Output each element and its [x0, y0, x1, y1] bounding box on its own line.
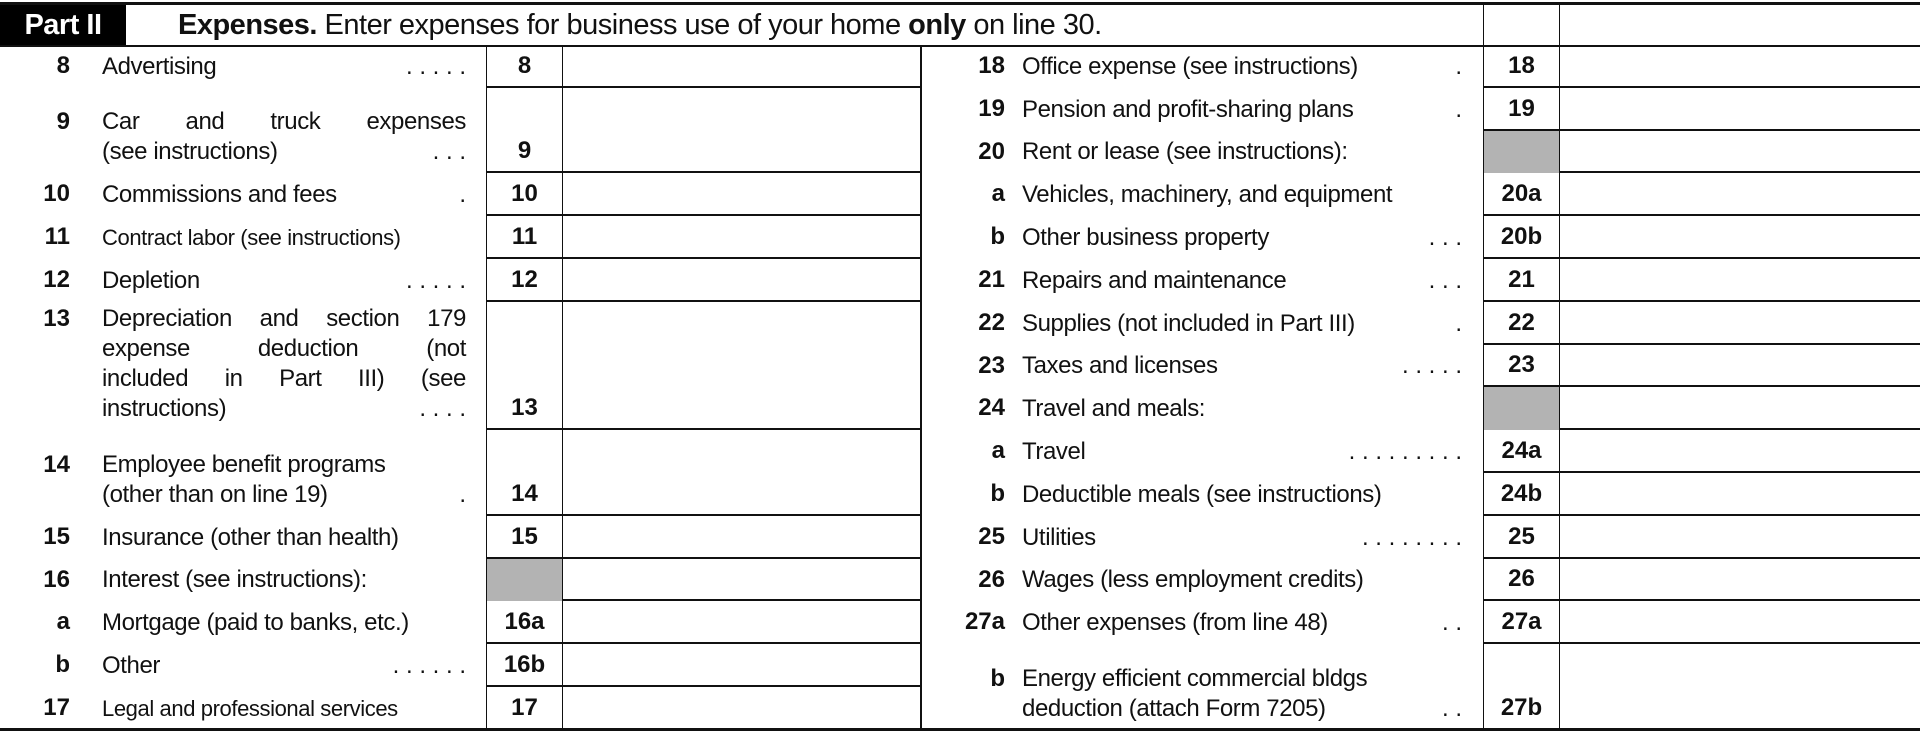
- line-box-20b: [1483, 216, 1559, 259]
- line-number: 22: [978, 308, 1005, 336]
- dot-leader: . . . . .: [1401, 352, 1462, 380]
- label-text: Repairs and maintenance: [1022, 266, 1287, 294]
- column-divider: [920, 45, 922, 730]
- amount-field-24[interactable]: [1559, 387, 1920, 430]
- label-text: Wages (less employment credits): [1022, 566, 1364, 594]
- label-text: Taxes and licenses: [1022, 352, 1218, 380]
- label-text: Office expense (see instructions): [1022, 52, 1358, 80]
- bottom-rule: [0, 728, 1920, 731]
- amount-field-17[interactable]: [562, 687, 920, 730]
- label-text: Advertising: [102, 52, 217, 80]
- line-box-16b: [486, 644, 562, 687]
- amount-field-22[interactable]: [1559, 302, 1920, 345]
- label-text: Contract labor (see instructions): [102, 225, 401, 250]
- line-label: [102, 266, 466, 296]
- line-label: [102, 304, 466, 424]
- line-label: [1022, 480, 1462, 510]
- line-number: a: [991, 437, 1005, 465]
- dot-leader: . . .: [432, 138, 466, 166]
- line-box-18: [1483, 45, 1559, 88]
- title-emph: only: [908, 9, 966, 41]
- amount-field-27a[interactable]: [1559, 601, 1920, 644]
- line-label: [102, 450, 466, 510]
- line-label: [1022, 223, 1462, 253]
- dot-leader: .: [1455, 95, 1462, 123]
- box-number: 20b: [1500, 222, 1543, 250]
- amount-field-12[interactable]: [562, 259, 920, 302]
- line-label: [1022, 664, 1462, 724]
- label-line: [1022, 565, 1462, 595]
- line-number: 17: [43, 694, 70, 721]
- amount-field-18[interactable]: [1559, 45, 1920, 88]
- box-number: 27b: [1500, 693, 1543, 721]
- dot-leader: . . . . . . . .: [1361, 523, 1462, 551]
- line-number: 24: [978, 394, 1005, 422]
- dot-leader: . . . .: [419, 394, 466, 422]
- title-bold: Expenses.: [178, 9, 317, 41]
- dot-leader: .: [459, 480, 466, 508]
- label-line: [102, 694, 466, 724]
- line-label: [1022, 137, 1462, 167]
- label-text: Employee benefit programs: [102, 450, 386, 478]
- line-label: [1022, 523, 1462, 553]
- label-text: Commissions and fees: [102, 181, 337, 209]
- box-number: 25: [1508, 522, 1535, 550]
- line-number: 12: [43, 266, 70, 293]
- dot-leader: . .: [1441, 609, 1462, 637]
- label-line: [102, 523, 466, 553]
- box-number: 22: [1508, 308, 1535, 336]
- box-number: 26: [1508, 565, 1535, 593]
- line-label: [1022, 608, 1462, 638]
- box-number: 16b: [503, 650, 546, 678]
- line-box-23: [1483, 345, 1559, 388]
- amount-field-20b[interactable]: [1559, 216, 1920, 259]
- label-line: [102, 334, 466, 364]
- part-header: [0, 5, 1920, 47]
- amount-field-11[interactable]: [562, 216, 920, 259]
- line-box-10: [486, 173, 562, 216]
- amount-field-16a[interactable]: [562, 601, 920, 644]
- line-label: [102, 180, 466, 210]
- label-line: [102, 180, 466, 210]
- line-box-8: [486, 45, 562, 88]
- label-text: Deductible meals (see instructions): [1022, 480, 1382, 508]
- dot-leader: . . . . . .: [392, 652, 466, 679]
- label-text: deduction (attach Form 7205): [1022, 694, 1326, 722]
- box-number: 18: [1508, 51, 1535, 79]
- label-line: [102, 565, 466, 595]
- line-box-25: [1483, 516, 1559, 559]
- dot-leader: . . . . .: [405, 266, 466, 294]
- box-number: 11: [511, 222, 538, 250]
- label-line: [102, 394, 466, 424]
- box-number: 21: [1508, 265, 1535, 293]
- line-label: [1022, 351, 1462, 381]
- label-text: Car and truck expenses: [102, 108, 466, 136]
- line-label: [1022, 394, 1462, 424]
- dot-leader: . . . . .: [405, 52, 466, 80]
- box-number: 20a: [1501, 180, 1542, 208]
- title-end: on line 30.: [965, 9, 1102, 41]
- amount-field-26[interactable]: [1559, 559, 1920, 602]
- label-line: [1022, 664, 1462, 694]
- label-text: Other expenses (from line 48): [1022, 609, 1328, 637]
- line-label: [1022, 52, 1462, 82]
- box-number: 12: [511, 265, 538, 293]
- dot-leader: . . . . . . . . .: [1348, 438, 1462, 465]
- label-line: [1022, 437, 1462, 467]
- line-box-11: [486, 216, 562, 259]
- label-text: Depreciation and section 179: [102, 304, 466, 332]
- amount-field-20[interactable]: [1559, 131, 1920, 174]
- amount-field-24a[interactable]: [1559, 430, 1920, 473]
- line-box-14: [486, 430, 562, 516]
- line-box-27a: [1483, 601, 1559, 644]
- label-line: [1022, 480, 1462, 510]
- label-text: Insurance (other than health): [102, 523, 399, 551]
- label-text: Travel: [1022, 438, 1086, 465]
- part-title: [178, 5, 1102, 45]
- line-box-21: [1483, 259, 1559, 302]
- label-line: [102, 137, 466, 167]
- line-label: [102, 608, 466, 638]
- dot-leader: .: [1455, 309, 1462, 337]
- line-label: [102, 223, 466, 253]
- box-number: 10: [511, 180, 538, 208]
- line-box-22: [1483, 302, 1559, 345]
- line-box-12: [486, 259, 562, 302]
- line-number: 21: [978, 266, 1005, 293]
- line-label: [102, 52, 466, 82]
- line-box-17: [486, 687, 562, 730]
- label-line: [102, 651, 466, 681]
- dot-leader: . . .: [1428, 224, 1462, 251]
- label-line: [102, 450, 466, 480]
- header-divider: [1483, 5, 1484, 45]
- title-text: Enter expenses for business use of your home: [316, 9, 909, 41]
- dot-leader: .: [1455, 52, 1462, 80]
- line-box-shaded: [1483, 131, 1559, 174]
- line-number: 15: [43, 522, 70, 550]
- label-text: Pension and profit-sharing plans: [1022, 95, 1354, 123]
- amount-field-8[interactable]: [562, 45, 920, 88]
- line-number: b: [55, 651, 70, 679]
- label-text: Utilities: [1022, 523, 1096, 551]
- box-number: 15: [511, 522, 538, 550]
- label-text: expense deduction (not: [102, 334, 466, 362]
- label-line: [102, 223, 466, 253]
- label-line: [102, 480, 466, 510]
- label-line: [1022, 523, 1462, 553]
- dot-leader: . .: [1441, 694, 1462, 722]
- label-text: Interest (see instructions):: [102, 566, 367, 594]
- label-line: [1022, 394, 1462, 424]
- line-label: [102, 107, 466, 167]
- line-box-26: [1483, 559, 1559, 602]
- box-number: 27a: [1501, 608, 1542, 636]
- amount-field-27b[interactable]: [1559, 644, 1920, 730]
- part-label: Part II: [0, 5, 126, 45]
- line-number: 23: [978, 351, 1005, 379]
- line-number: 20: [978, 137, 1005, 165]
- label-line: [1022, 180, 1462, 210]
- line-number: b: [990, 223, 1005, 251]
- label-text: Depletion: [102, 266, 200, 294]
- line-number: 19: [978, 94, 1005, 122]
- amount-field-15[interactable]: [562, 516, 920, 559]
- box-number: 16a: [504, 608, 545, 636]
- line-number: 14: [43, 450, 70, 478]
- amount-field-16b[interactable]: [562, 644, 920, 687]
- dot-leader: . . .: [1428, 266, 1462, 294]
- label-text: Legal and professional services: [102, 695, 398, 721]
- label-line: [1022, 351, 1462, 381]
- line-label: [102, 651, 466, 681]
- box-number: 23: [1508, 351, 1535, 379]
- line-number: 25: [978, 522, 1005, 550]
- line-box-9: [486, 88, 562, 174]
- label-line: [102, 107, 466, 137]
- line-number: 10: [43, 180, 70, 208]
- line-box-13: [486, 302, 562, 430]
- label-text: Rent or lease (see instructions):: [1022, 138, 1348, 166]
- line-label: [1022, 180, 1462, 210]
- line-box-shaded: [486, 559, 562, 602]
- amount-field-24b[interactable]: [1559, 473, 1920, 516]
- line-number: 16: [43, 565, 70, 593]
- box-number: 13: [511, 394, 538, 422]
- label-text: (see instructions): [102, 138, 278, 166]
- label-text: (other than on line 19): [102, 480, 328, 508]
- line-number: a: [991, 180, 1005, 208]
- label-line: [1022, 608, 1462, 638]
- line-number: 18: [978, 52, 1005, 79]
- line-box-27b: [1483, 644, 1559, 730]
- line-label: [1022, 437, 1462, 467]
- box-number: 24b: [1500, 479, 1543, 507]
- line-number: 11: [44, 223, 70, 251]
- line-label: [102, 694, 466, 724]
- label-line: [1022, 52, 1462, 82]
- line-box-16a: [486, 601, 562, 644]
- label-text: Other: [102, 652, 161, 679]
- label-text: Travel and meals:: [1022, 395, 1206, 423]
- label-line: [102, 304, 466, 334]
- label-text: Energy efficient commercial bldgs: [1022, 664, 1368, 692]
- label-line: [1022, 694, 1462, 724]
- line-box-shaded: [1483, 387, 1559, 430]
- line-number: a: [56, 608, 70, 636]
- box-number: 14: [511, 479, 538, 507]
- line-number: 13: [43, 304, 70, 332]
- amount-field-13[interactable]: [562, 302, 920, 430]
- label-text: instructions): [102, 394, 227, 422]
- line-number: 8: [56, 52, 70, 79]
- label-line: [1022, 95, 1462, 125]
- amount-field-21[interactable]: [1559, 259, 1920, 302]
- box-number: 17: [511, 693, 538, 721]
- line-box-19: [1483, 88, 1559, 131]
- label-text: Other business property: [1022, 224, 1269, 251]
- amount-field-23[interactable]: [1559, 345, 1920, 388]
- label-line: [1022, 137, 1462, 167]
- dot-leader: .: [459, 181, 466, 209]
- line-label: [1022, 565, 1462, 595]
- line-box-24b: [1483, 473, 1559, 516]
- label-line: [102, 608, 466, 638]
- label-line: [1022, 309, 1462, 339]
- line-number: 26: [978, 565, 1005, 593]
- amount-field-16[interactable]: [562, 559, 920, 602]
- box-number: 24a: [1501, 436, 1542, 464]
- label-line: [102, 364, 466, 394]
- line-label: [1022, 266, 1462, 296]
- label-line: [102, 266, 466, 296]
- label-text: included in Part III) (see: [102, 364, 466, 392]
- amount-field-14[interactable]: [562, 430, 920, 516]
- amount-field-19[interactable]: [1559, 88, 1920, 131]
- line-box-20a: [1483, 173, 1559, 216]
- line-number: 27a: [964, 608, 1005, 636]
- label-line: [102, 52, 466, 82]
- header-divider: [1559, 5, 1560, 45]
- amount-field-9[interactable]: [562, 88, 920, 174]
- box-number: 19: [1508, 94, 1535, 122]
- line-number: b: [990, 480, 1005, 507]
- line-box-15: [486, 516, 562, 559]
- amount-field-25[interactable]: [1559, 516, 1920, 559]
- label-text: Supplies (not included in Part III): [1022, 309, 1355, 337]
- line-label: [102, 523, 466, 553]
- line-box-24a: [1483, 430, 1559, 473]
- amount-field-10[interactable]: [562, 173, 920, 216]
- label-text: Vehicles, machinery, and equipment: [1022, 181, 1393, 209]
- line-label: [1022, 309, 1462, 339]
- line-number: b: [990, 664, 1005, 692]
- label-text: Mortgage (paid to banks, etc.): [102, 609, 409, 637]
- label-line: [1022, 223, 1462, 253]
- box-number: 8: [517, 51, 532, 79]
- line-number: 9: [56, 108, 70, 136]
- amount-field-20a[interactable]: [1559, 173, 1920, 216]
- box-number: 9: [517, 137, 532, 165]
- line-label: [102, 565, 466, 595]
- line-label: [1022, 95, 1462, 125]
- label-line: [1022, 266, 1462, 296]
